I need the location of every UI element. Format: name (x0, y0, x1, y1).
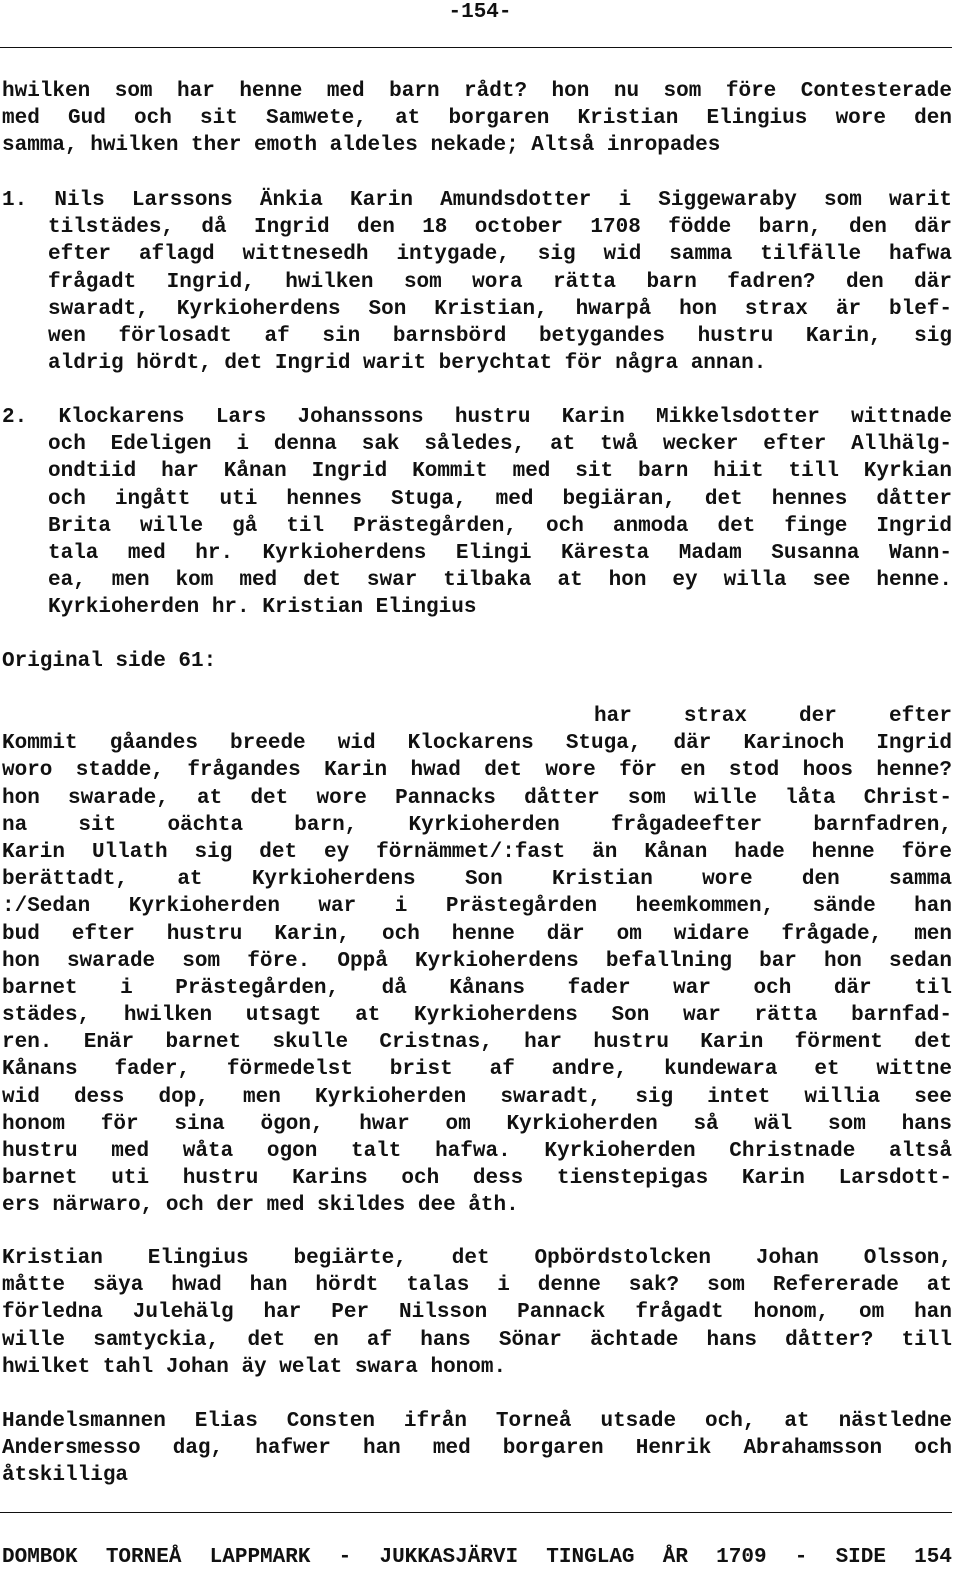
text-line: ren. Enär barnet skulle Cristnas, har hustru Karin förment det (2, 1031, 952, 1055)
paragraph-witness-1 (2, 187, 952, 377)
text-line: åtskilliga (2, 1464, 129, 1488)
text-line: samma, hwilken ther emoth aldeles nekade; Altså inropades (2, 134, 721, 158)
text-line: wen förlosadt af sin barnsbörd betygandes hustru Karin, sig (48, 324, 952, 348)
text-line: frågadt Ingrid, hwilken som wora rätta barn fadren? den där (48, 270, 952, 294)
text-line: ondtiid har Kånan Ingrid Kommit med sit barn hiit till Kyrkian (48, 460, 952, 484)
text-line: barnet i Prästegården, då Kånans fader war och där til (2, 976, 952, 1000)
text-line: Andersmesso dag, hafwer han med borgaren Henrik Abrahamsson och (2, 1437, 952, 1461)
text-line: aldrig hördt, det Ingrid warit berychtat för några annan. (48, 352, 767, 376)
text-line: efter aflagd wittnesedh intygade, sig wid samma tilfälle hafwa (48, 243, 952, 267)
text-line: Karin Ullath sig det ey förnämmet/:fast än Kånan hade henne före (2, 840, 952, 864)
text-line: honom för sina ögon, hwar om Kyrkioherden så wäl som hans (2, 1112, 952, 1136)
text-line: Kommit gåandes breede wid Klockarens Stuga, där Karinoch Ingrid (2, 732, 952, 756)
text-line: barnet uti hustru Karins och dess tienstepigas Karin Larsdott- (2, 1167, 952, 1191)
text-line: bud efter hustru Karin, och henne där om widare frågade, men (2, 922, 952, 946)
paragraph-intro (2, 78, 952, 160)
text-line: Kyrkioherden hr. Kristian Elingius (48, 596, 477, 620)
text-line: hwilken som har henne med barn rådt? hon nu som före Contesterade (2, 80, 952, 103)
text-line: 2. Klockarens Lars Johanssons hustru Karin Mikkelsdotter wittnade (2, 406, 952, 429)
text-line: wid dess dop, men Kyrkioherden swaradt, sig intet willia see (2, 1085, 952, 1109)
text-line: Brita wille gå til Prästegården, och anmoda det finge Ingrid (48, 514, 952, 538)
paragraph-consten (2, 1408, 952, 1490)
text-line: hwilket tahl Johan äy welat swara honom. (2, 1355, 507, 1379)
text-line: :/Sedan Kyrkioherden war i Prästegården heemkommen, sände han (2, 895, 952, 919)
page-number: -154- (448, 1, 512, 24)
paragraph-witness-2 (2, 404, 952, 622)
text-line: förledna Julehälg har Per Nilsson Pannack frågadt honom, om han (2, 1301, 952, 1325)
text-line: Kånans fader, förmedelst brist af andre, kundewara et wittne (2, 1058, 952, 1082)
page-footer: DOMBOK TORNEÅ LAPPMARK - JUKKASJÄRVI TINGLAG ÅR 1709 - SIDE 154 (2, 1546, 952, 1569)
paragraph-continuation (2, 703, 952, 1220)
text-line: berättadt, at Kyrkioherdens Son Kristian wore den samma (2, 868, 952, 892)
text-line: woro stadde, frågandes Karin hwad det wore för en stod hoos henne? (2, 759, 952, 783)
text-line: na sit oächta barn, Kyrkioherden frågadeefter barnfadren, (2, 813, 952, 837)
text-line: städes, hwilken utsagt at Kyrkioherdens Son war rätta barnfad- (2, 1004, 952, 1028)
text-line: hon swarade som före. Oppå Kyrkioherdens befallning bar hon sedan (2, 949, 952, 973)
original-side-label (2, 648, 952, 675)
top-rule (0, 47, 952, 48)
text-line: Handelsmannen Elias Consten ifrån Torneå utsade och, at nästledne (2, 1410, 952, 1433)
text-line: ea, men kom med det swar tilbaka at hon ey willa see henne. (48, 569, 952, 593)
text-line: swaradt, Kyrkioherdens Son Kristian, hwarpå hon strax är blef- (48, 297, 952, 321)
text-line: måtte säya hwad han hördt talas i denne sak? som Refererade at (2, 1274, 952, 1298)
bottom-rule (0, 1512, 952, 1513)
text-line: hon swarade, at det wore Pannacks dåtter som wille låta Christ- (2, 786, 952, 810)
text-line: och Edeligen i denna sak således, at twå wecker efter Allhälg- (48, 433, 952, 457)
text-line: har strax der efter (594, 705, 952, 728)
text-line: ers närwaro, och der med skildes dee åth. (2, 1194, 519, 1218)
text-line: tala med hr. Kyrkioherdens Elingi Käresta Madam Susanna Wann- (48, 541, 952, 565)
text-line: Kristian Elingius begiärte, det Opbördstolcken Johan Olsson, (2, 1247, 952, 1270)
text-line: wille samtyckia, det en af hans Sönar ächtade hans dåtter? till (2, 1328, 952, 1352)
text-line: tilstädes, då Ingrid den 18 october 1708 födde barn, den där (48, 216, 952, 240)
text-line: hustru med wåta ogon talt hafwa. Kyrkioherden Christnade altså (2, 1140, 952, 1163)
text-line: med Gud och sit Samwete, at borgaren Kristian Elingius wore den (2, 107, 952, 131)
paragraph-elingius-request (2, 1245, 952, 1381)
text-line: Original side 61: (2, 650, 217, 673)
text-line: och ingått uti hennes Stuga, med begiäran, det hennes dåtter (48, 487, 952, 511)
text-line: 1. Nils Larssons Änkia Karin Amundsdotter i Siggewaraby som warit (2, 189, 952, 212)
